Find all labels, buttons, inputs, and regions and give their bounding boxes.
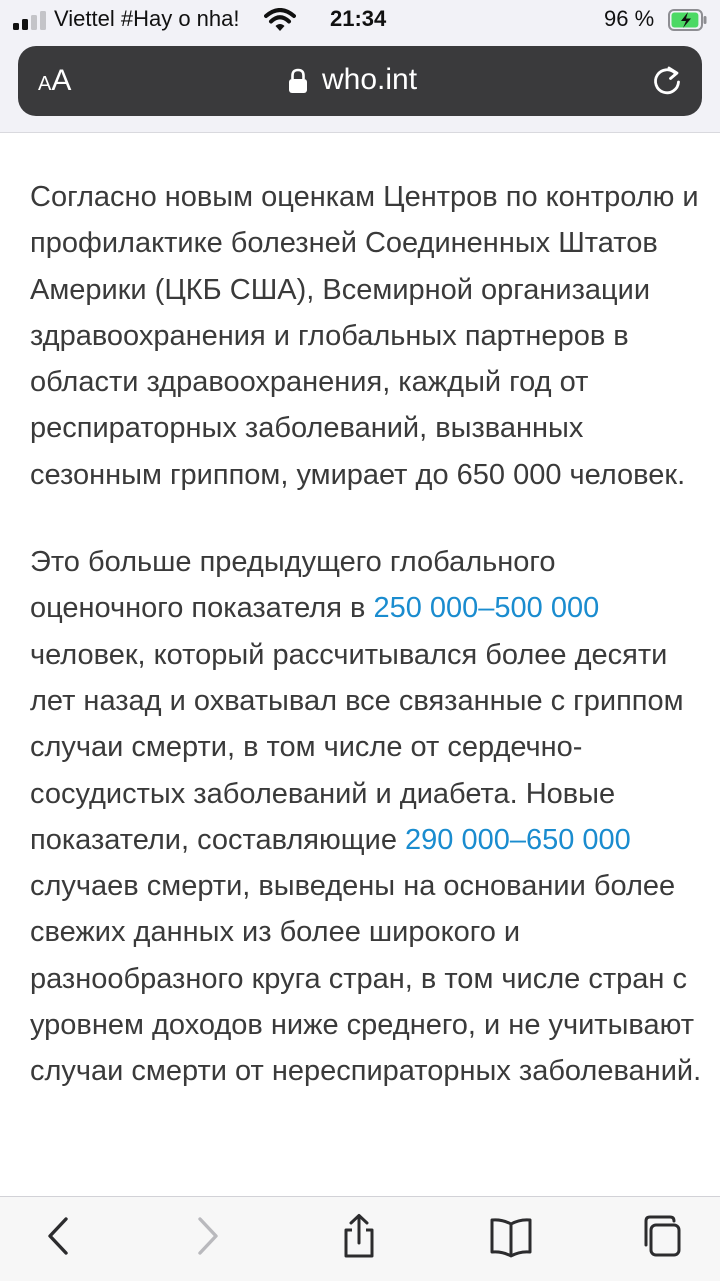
back-button[interactable] [36, 1213, 82, 1259]
status-bar [0, 0, 720, 42]
article-paragraph-1: Согласно новым оценкам Центров по контролю и профилактике болезней Соединенных Штатов Америки (ЦКБ США), Всемирной организации здравоохранения и глобальных партнеров в области здравоохранения, каждый год от респираторных заболеваний, вызванных сезонным гриппом, умирает до 650 000 человек. [30, 181, 699, 491]
estimate-link-new[interactable]: 290 000–650 000 [405, 823, 631, 856]
address-bar[interactable] [18, 46, 702, 116]
browser-toolbar [0, 1196, 720, 1281]
bookmarks-button[interactable] [488, 1213, 534, 1259]
battery-percentage: 96 % [604, 6, 655, 31]
bookmarks-icon [488, 1213, 534, 1259]
share-icon [336, 1213, 382, 1259]
tabs-button[interactable] [638, 1213, 684, 1259]
paragraph-text: случаев смерти, выведены на основании более свежих данных из более широкого и разнообразного круга стран, в том числе стран с уровнем доходов ниже среднего, и не учитывают случаи смерти от нереспираторных заболеваний. [30, 870, 702, 1088]
paragraph-text: Это больше предыдущего глобального оценочного показателя в [30, 546, 556, 625]
tabs-icon [638, 1213, 684, 1259]
paragraph-text: человек, который рассчитывался более десяти лет назад и охватывал все связанные с гриппом случаи смерти, в том числе от сердечно-сосудистых заболеваний и диабета. Новые показатели, составляющие [30, 638, 684, 856]
carrier-name: Viettel #Hay o nha! [54, 6, 240, 31]
share-button[interactable] [336, 1213, 382, 1259]
wifi-icon [264, 8, 296, 32]
back-icon [36, 1213, 82, 1259]
signal-strength-icon [13, 10, 47, 30]
browser-top-chrome [0, 0, 720, 133]
battery-charging-icon [668, 9, 708, 31]
text-size-button[interactable]: AA [38, 64, 72, 97]
url-text[interactable]: who.int [322, 63, 418, 96]
lock-icon [288, 68, 308, 94]
article-content [30, 174, 702, 1196]
forward-button[interactable] [184, 1213, 230, 1259]
forward-icon [184, 1213, 230, 1259]
reload-icon[interactable] [650, 64, 684, 98]
estimate-link-old[interactable]: 250 000–500 000 [373, 592, 600, 625]
clock: 21:34 [330, 6, 387, 31]
article-paragraph-2 [30, 539, 702, 1095]
